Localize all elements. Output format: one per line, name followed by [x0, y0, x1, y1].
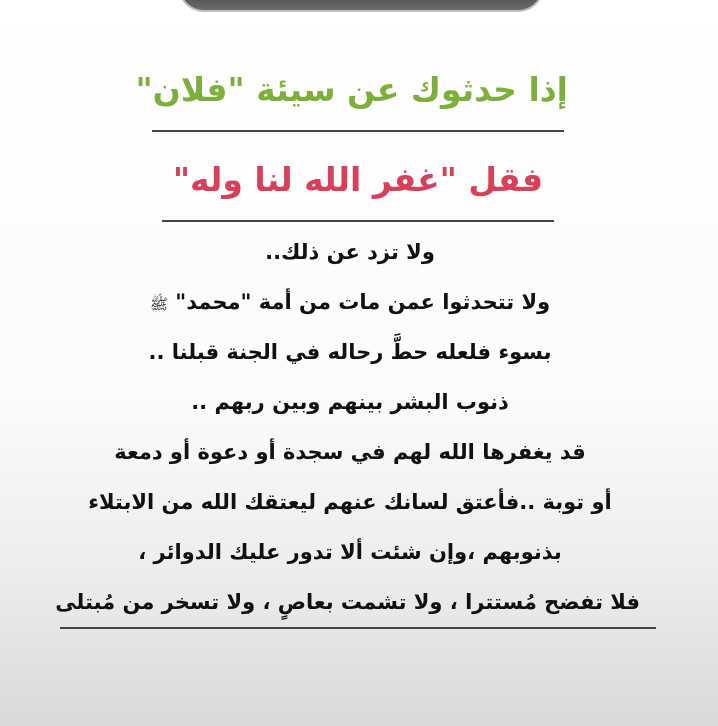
text-line-2 — [60, 287, 640, 319]
divider — [152, 130, 564, 132]
page-title: إذا حدثوك عن سيئة "فلان" — [135, 70, 568, 109]
text-line-6: أو توبة ..فأعتق لسانك عنهم ليعتقك الله من الابتلاء — [88, 490, 612, 514]
text-line-7: بذنوبهم ،وإن شئت ألا تدور عليك الدوائر ، — [138, 540, 562, 564]
text-line-3: بسوء فلعله حطَّ رحاله في الجنة قبلنا .. — [148, 340, 552, 364]
text-line-8: فلا تفضح مُستترا ، ولا تشمت بعاصٍ ، ولا تسخر من مُبتلى — [55, 590, 640, 614]
text-line-2-text: ولا تتحدثوا عمن مات من أمة "محمد" — [175, 290, 551, 314]
text-line-1: ولا تزد عن ذلك.. — [265, 240, 435, 264]
salawat-symbol: ﷺ — [149, 295, 168, 313]
subtitle: فقل "غفر الله لنا وله" — [172, 160, 544, 199]
divider — [60, 627, 656, 629]
text-line-5: قد يغفرها الله لهم في سجدة أو دعوة أو دمعة — [114, 440, 586, 464]
divider — [162, 220, 554, 222]
top-decorative-bar — [178, 0, 544, 12]
text-line-4: ذنوب البشر بينهم وبين ربهم .. — [191, 390, 509, 414]
